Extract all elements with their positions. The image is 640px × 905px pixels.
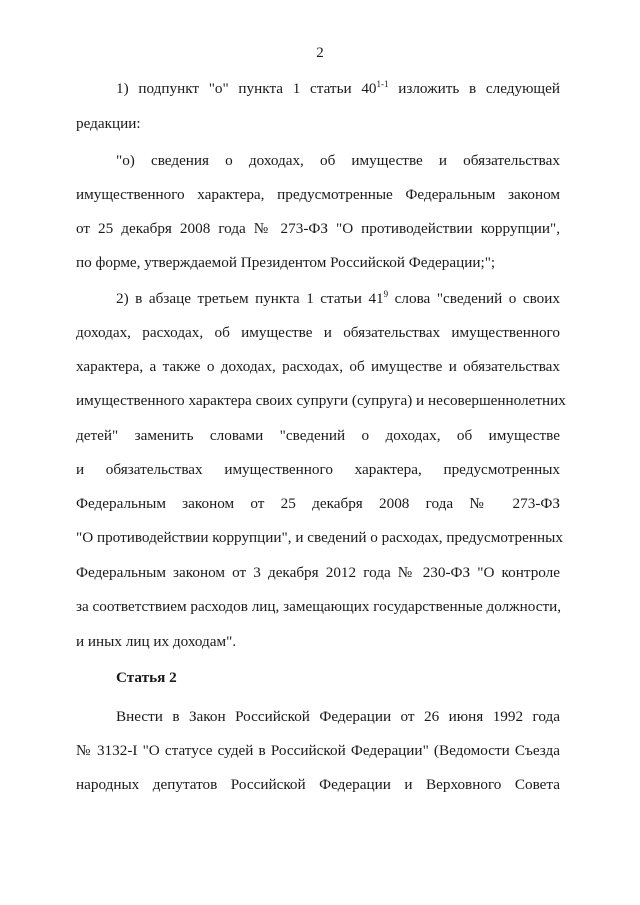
paragraph-2-line-1: [116, 289, 560, 309]
article-2-line-3: народных депутатов Российской Федерации и Верховного Совета: [76, 776, 560, 793]
superscript: 1-1: [376, 79, 389, 89]
paragraph-2-line-5: детей" заменить словами "сведений о доходах, об имуществе: [76, 427, 560, 444]
superscript: 9: [383, 289, 389, 299]
paragraph-2-line-9: Федеральным законом от 3 декабря 2012 года № 230-ФЗ "О контроле: [76, 564, 560, 581]
paragraph-2-line-2: доходах, расходах, об имуществе и обязательствах имущественного: [76, 324, 560, 341]
article-2-line-1: Внести в Закон Российской Федерации от 26 июня 1992 года: [116, 708, 560, 725]
subparagraph-o-line-2: имущественного характера, предусмотренные Федеральным законом: [76, 186, 560, 203]
subparagraph-o-line-3: от 25 декабря 2008 года № 273-ФЗ "О противодействии коррупции",: [76, 220, 560, 237]
paragraph-2-line-10: за соответствием расходов лиц, замещающих государственные должности,: [76, 598, 562, 615]
paragraph-2-line-7: Федеральным законом от 25 декабря 2008 года № 273-ФЗ: [76, 495, 560, 512]
line-text-after: изложить в следующей: [388, 80, 560, 97]
line-text: 1) подпункт "о" пункта 1 статьи 40: [116, 80, 377, 97]
paragraph-1-line-1: [116, 79, 560, 99]
article-2-line-2: № 3132-I "О статусе судей в Российской Федерации" (Ведомости Съезда: [76, 742, 560, 759]
line-text-after: слова "сведений о своих: [388, 290, 560, 307]
page-number: 2: [316, 45, 324, 61]
paragraph-2-line-3: характера, а также о доходах, расходах, об имуществе и обязательствах: [76, 358, 560, 375]
line-text: 2) в абзаце третьем пункта 1 статьи 41: [116, 290, 384, 307]
paragraph-2-line-8: "О противодействии коррупции", и сведений о расходах, предусмотренных: [76, 529, 563, 546]
article-heading: Статья 2: [116, 669, 177, 686]
paragraph-2-line-4: имущественного характера своих супруги (супруга) и несовершеннолетних: [76, 392, 566, 409]
subparagraph-o-line-4: по форме, утверждаемой Президентом Российской Федерации;";: [76, 254, 496, 271]
subparagraph-o-line-1: "о) сведения о доходах, об имуществе и обязательствах: [116, 152, 560, 169]
paragraph-2-line-6: и обязательствах имущественного характера, предусмотренных: [76, 461, 560, 478]
paragraph-2-line-11: и иных лиц их доходам".: [76, 633, 237, 650]
paragraph-1-line-2: редакции:: [76, 115, 141, 132]
